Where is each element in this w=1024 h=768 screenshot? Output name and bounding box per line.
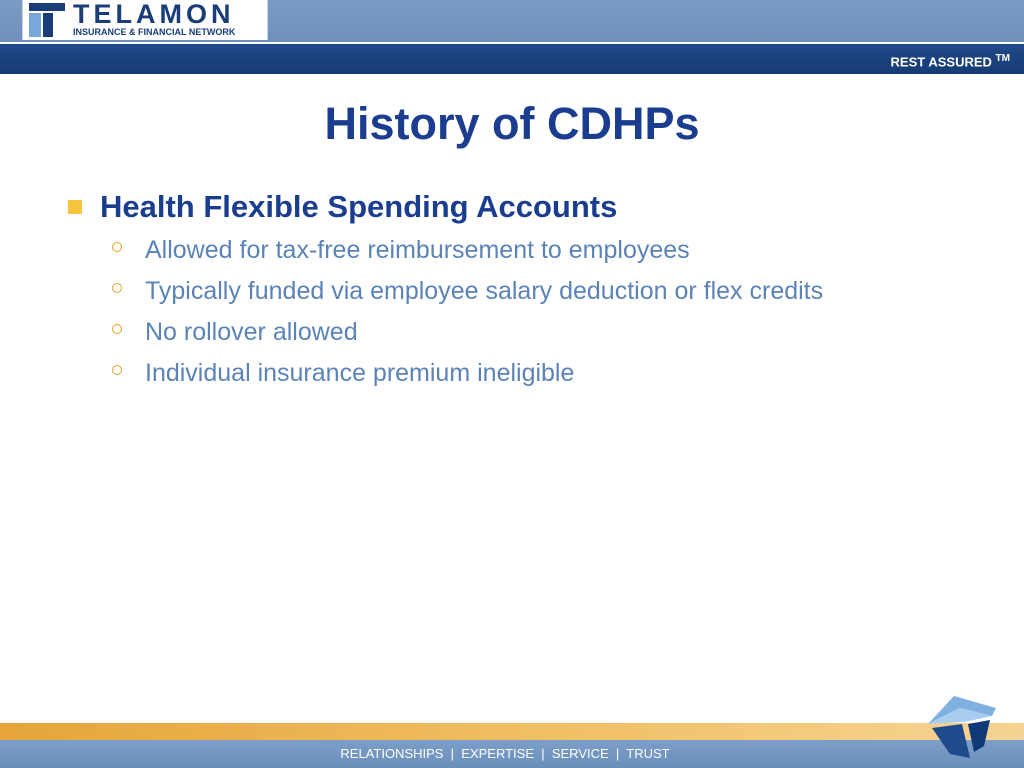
telamon-emblem-icon bbox=[924, 694, 998, 760]
main-bullet bbox=[68, 188, 617, 226]
tagline-trademark: TM bbox=[995, 53, 1010, 64]
logo-name: TELAMON bbox=[73, 0, 235, 29]
slide-title: History of CDHPs bbox=[324, 98, 700, 149]
sub-bullet-text: Individual insurance premium ineligible bbox=[145, 359, 575, 387]
ring-bullet-icon bbox=[112, 283, 122, 293]
ring-bullet-icon bbox=[112, 324, 122, 334]
logo-subtitle: INSURANCE & FINANCIAL NETWORK bbox=[73, 27, 236, 37]
ring-bullet-icon bbox=[112, 242, 122, 252]
sub-bullet-text: No rollover allowed bbox=[145, 318, 358, 346]
tagline bbox=[891, 50, 1010, 71]
sub-bullet-text: Typically funded via employee salary deduction or flex credits bbox=[145, 277, 824, 305]
square-bullet-icon bbox=[68, 200, 82, 214]
footer-accent-bar bbox=[0, 723, 1024, 740]
sub-bullet-list bbox=[112, 234, 823, 398]
main-bullet-text: Health Flexible Spending Accounts bbox=[100, 189, 618, 224]
telamon-logo bbox=[22, 0, 268, 40]
telamon-logo-icon bbox=[29, 3, 65, 37]
tagline-text: REST ASSURED bbox=[890, 54, 992, 70]
footer-text: RELATIONSHIPS | EXPERTISE | SERVICE | TRUST bbox=[340, 746, 670, 761]
sub-bullet-item bbox=[112, 234, 823, 275]
header-top-bar bbox=[0, 0, 1024, 42]
sub-bullet-item bbox=[112, 357, 823, 398]
sub-bullet-text: Allowed for tax-free reimbursement to employees bbox=[145, 236, 690, 264]
header-band bbox=[0, 44, 1024, 74]
sub-bullet-item bbox=[112, 316, 823, 357]
sub-bullet-item bbox=[112, 275, 823, 316]
ring-bullet-icon bbox=[112, 365, 122, 375]
